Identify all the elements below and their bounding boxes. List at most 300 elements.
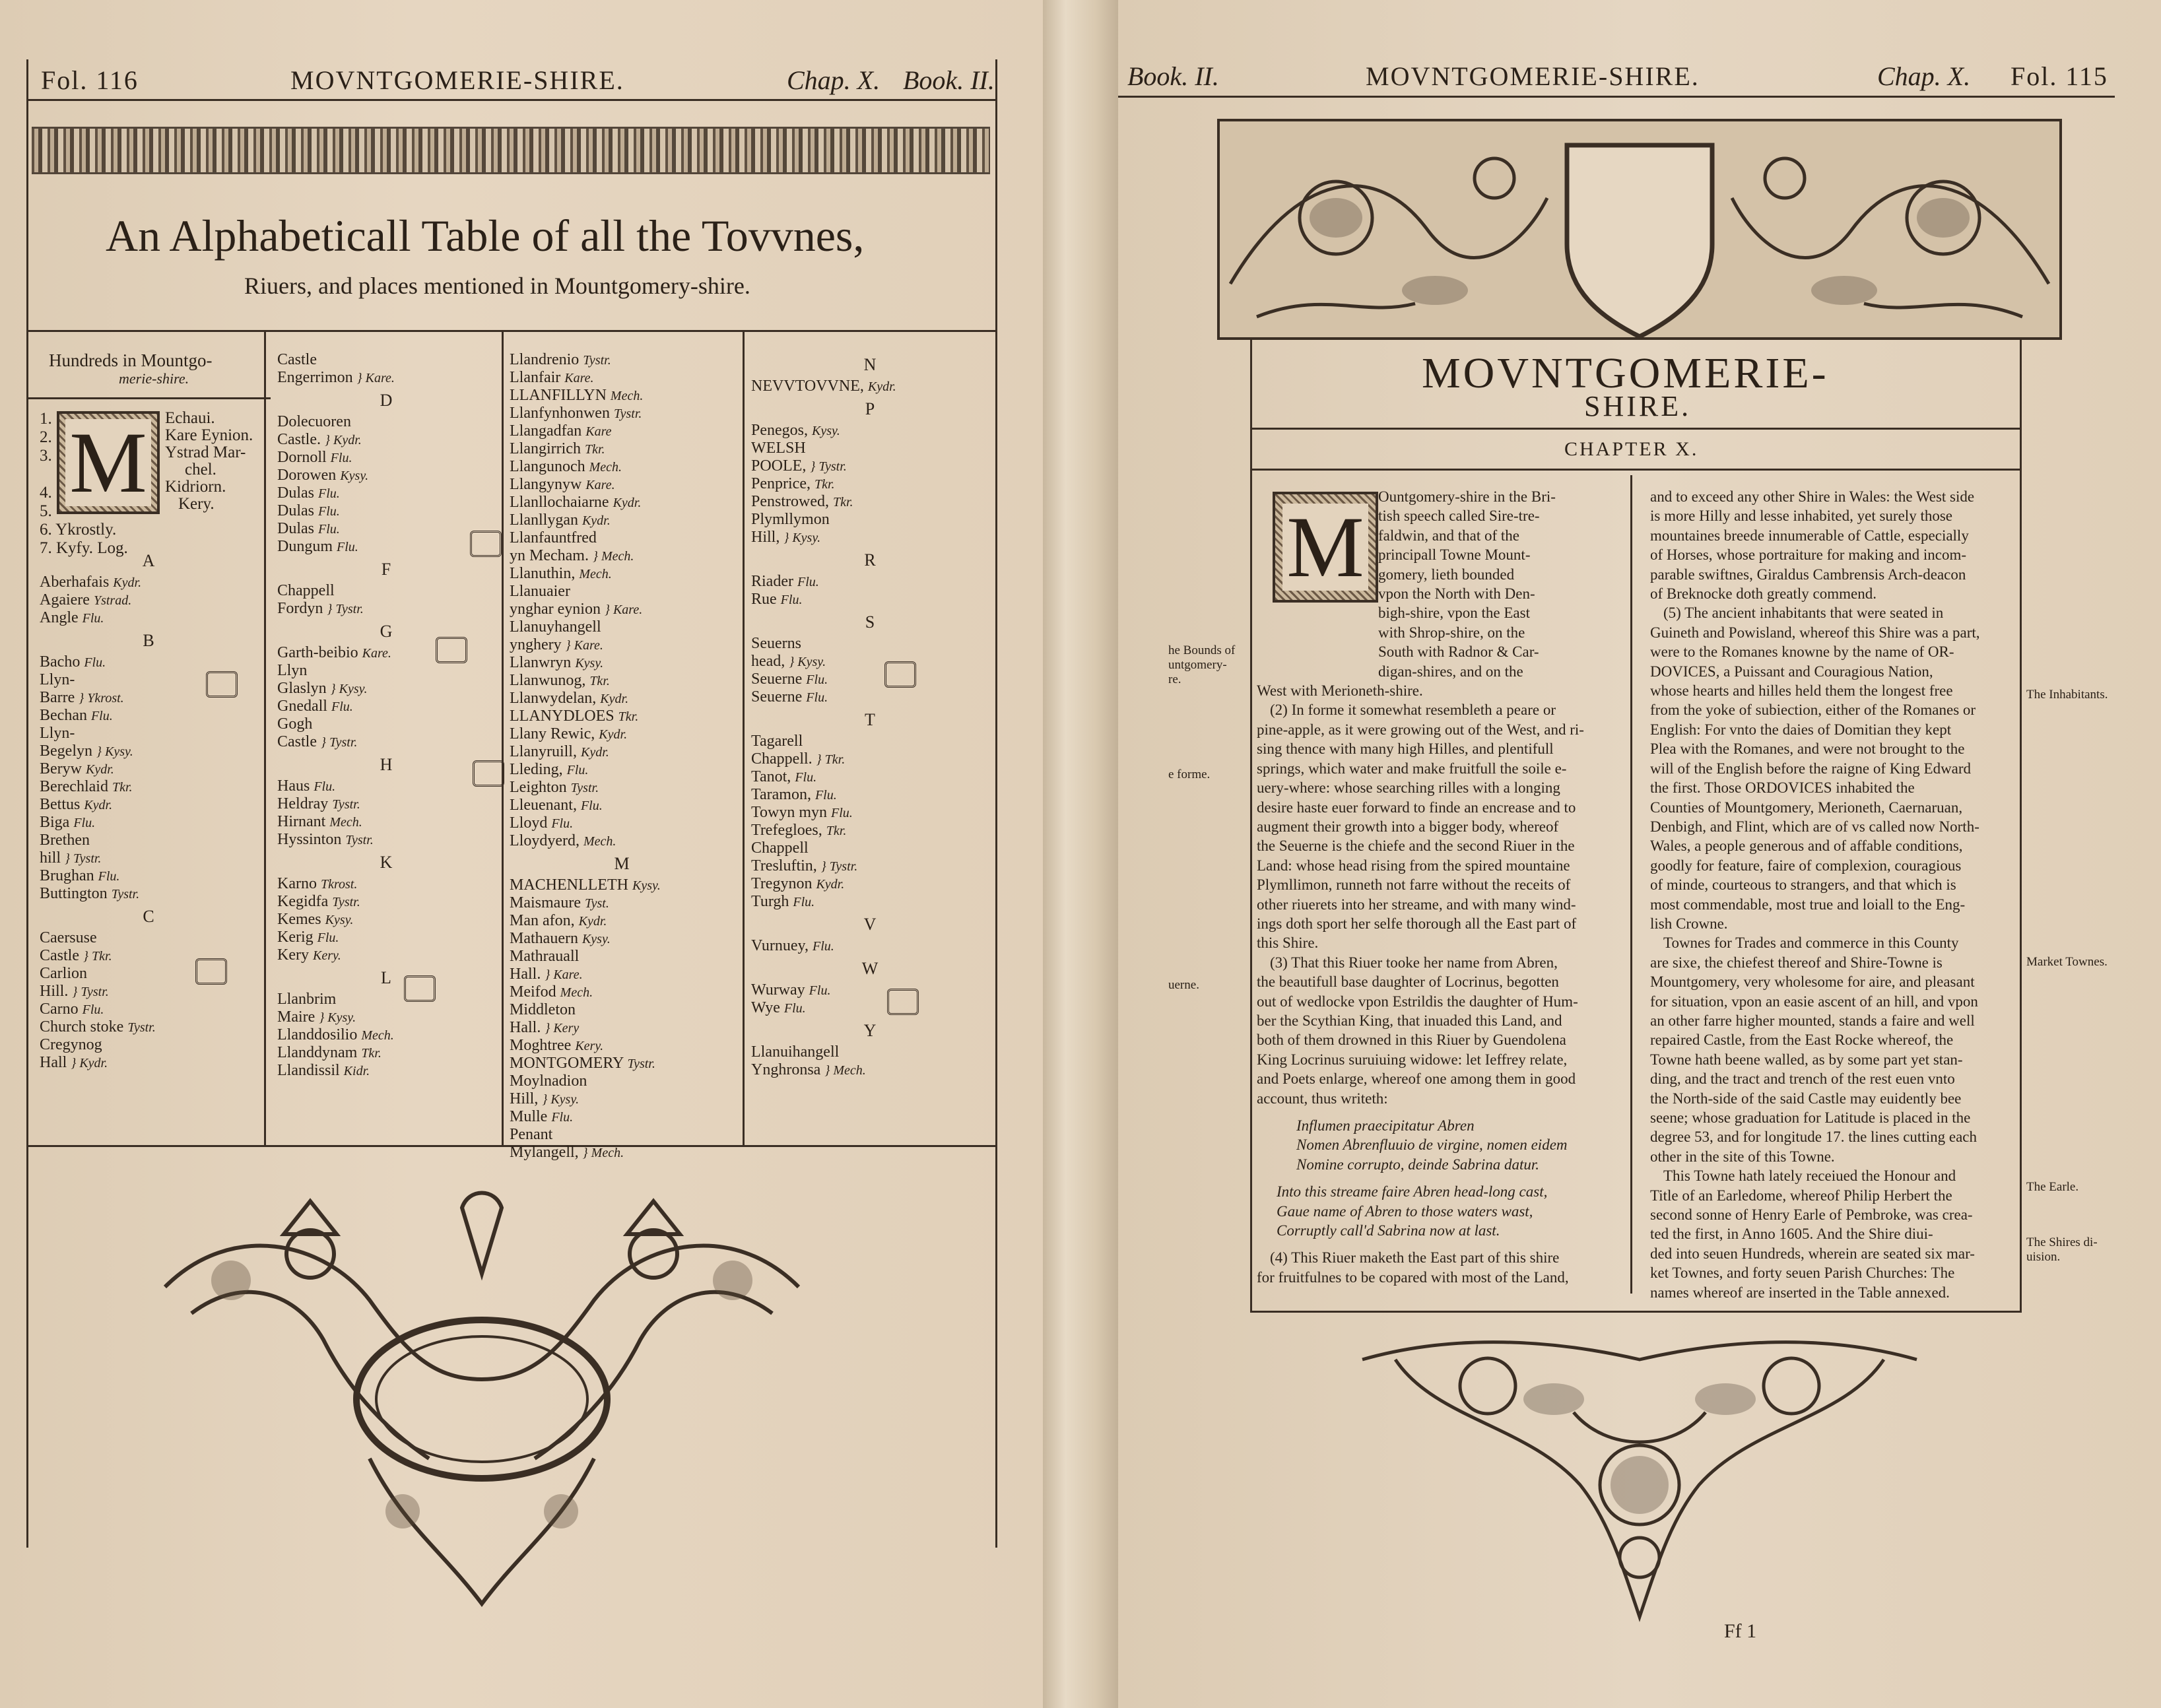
table-entry — [277, 431, 495, 449]
place-name: Lloyd — [510, 814, 548, 832]
place-name: Seuerne — [751, 688, 803, 706]
text-line: of Horses, whose portraiture for making and incom- — [1650, 546, 1967, 564]
place-name: Cregynog — [40, 1036, 102, 1053]
place-name: Lloydyerd, — [510, 832, 580, 849]
text-line: (2) In forme it somewhat resembleth a peare or — [1270, 702, 1556, 719]
text-line: tish speech called Sire-tre- — [1378, 508, 1540, 525]
place-name: Lleding, — [510, 761, 563, 778]
text-line: Corruptly call'd Sabrina now at last. — [1277, 1222, 1500, 1239]
hundred-tag: Tystr. — [570, 781, 599, 795]
margin-note-shires-diuision: The Shires di- uision. — [2026, 1235, 2098, 1264]
hundred-tag: Flu. — [331, 700, 353, 714]
place-name: WELSH — [751, 440, 806, 457]
place-name: Dolecuoren — [277, 413, 351, 430]
place-name: Rue — [751, 591, 777, 608]
text-line: mountaines breede innumerable of Cattle, especially — [1650, 527, 1969, 544]
place-name: ynghar eynion — [510, 601, 601, 618]
hundred-tag: } Kysy. — [542, 1092, 580, 1107]
drop-cap-ornament: M — [1273, 492, 1378, 603]
place-name: Llyn — [277, 662, 308, 679]
place-name: Tregynon — [751, 875, 813, 892]
table-entry — [751, 839, 989, 857]
text-line: other in the site of this Towne. — [1650, 1148, 1835, 1165]
table-column-3 — [510, 351, 734, 1162]
hundred-tag: Mech. — [329, 815, 362, 830]
place-name: Castle. — [277, 431, 321, 448]
text-line: for fruitfulnes to be copared with most of the Land, — [1257, 1268, 1569, 1286]
hundred-tag: Kydr. — [816, 877, 845, 892]
letter-heading: P — [865, 399, 875, 418]
hundreds-heading: Hundreds in Mountgo- — [49, 350, 213, 370]
text-line: Gaue name of Abren to those waters wast, — [1277, 1202, 1533, 1220]
text-line: Towne hath beene walled, as by some part yet stan- — [1650, 1051, 1963, 1068]
text-line: the first. Those ORDOVICES inhabited the — [1650, 779, 1915, 797]
place-name: Hill. — [40, 983, 69, 1000]
hundred-tag: } Tkr. — [83, 949, 112, 964]
table-entry — [510, 351, 734, 369]
table-entry — [751, 422, 989, 440]
place-name: Caersuse — [40, 929, 97, 946]
table-entry — [40, 1036, 257, 1054]
table-entry — [510, 422, 734, 440]
text-line: Into this streame faire Abren head-long cast, — [1277, 1183, 1548, 1200]
drop-cap-ornament: M — [57, 411, 160, 514]
hundred-tag: Kysy. — [325, 913, 354, 927]
hundred-tag: Flu. — [314, 779, 336, 794]
table-entries-column-3 — [510, 351, 734, 1162]
place-name: Wye — [751, 999, 780, 1016]
place-name: Turgh — [751, 893, 789, 910]
hundred-tag: Flu. — [806, 673, 828, 687]
hundred-tag: Flu. — [812, 939, 834, 954]
text-line: Wales, a people generous and of affable conditions, — [1650, 838, 1963, 855]
place-name: LLANFILLYN — [510, 387, 607, 404]
place-name: Meifod — [510, 983, 556, 1001]
table-entry — [751, 768, 989, 786]
table-entry — [40, 609, 257, 627]
table-entry — [277, 831, 495, 849]
hundred-tag: Tkr. — [814, 477, 835, 492]
text-line: names whereof are inserted in the Table annexed. — [1650, 1284, 1950, 1301]
hundred-tag: } Kysy. — [789, 655, 826, 669]
cartouche-ornament — [152, 1181, 812, 1617]
place-name: Castle — [277, 351, 317, 368]
table-entry — [40, 778, 257, 796]
table-entry — [751, 688, 989, 706]
place-name: Llanfauntfred — [510, 529, 597, 546]
table-entry — [510, 814, 734, 832]
place-name: Llanddynam — [277, 1044, 358, 1061]
table-entry — [510, 1055, 734, 1072]
hundred-tag: Kysy. — [575, 656, 604, 671]
place-name: Maismaure — [510, 894, 581, 911]
place-name: Dorowen — [277, 467, 337, 484]
text-line: digan-shires, and on the — [1378, 663, 1523, 680]
hundred-tag: Kery. — [575, 1039, 604, 1053]
place-name: Moghtree — [510, 1037, 572, 1054]
place-name: Bacho — [40, 653, 81, 671]
place-name: Glaslyn — [277, 680, 327, 697]
table-entry — [510, 1037, 734, 1055]
place-name: NEVVTOVVNE, — [751, 378, 864, 395]
table-entry — [510, 618, 734, 636]
text-line: were to the Romanes knowne by the name of OR- — [1650, 643, 1954, 661]
table-entry — [40, 725, 257, 742]
place-name: Mulle — [510, 1108, 548, 1125]
table-entry — [510, 894, 734, 912]
table-entry — [277, 813, 495, 831]
place-name: Lleuenant, — [510, 797, 577, 814]
place-name: yn Mecham. — [510, 547, 589, 564]
place-name: Penegos, — [751, 422, 808, 439]
hundred-tag: } Kysy. — [319, 1010, 356, 1025]
hundred-tag: Kydr. — [113, 575, 142, 590]
text-line: Guineth and Powisland, whereof this Shire was a part, — [1650, 624, 1980, 641]
hundred-tag: } Kare. — [545, 968, 583, 982]
place-name: Llanfynhonwen — [510, 405, 610, 422]
place-name: Taramon, — [751, 786, 811, 803]
place-name: Vurnuey, — [751, 937, 809, 954]
hundred-tag: } Ykrost. — [79, 691, 124, 706]
place-name: Aberhafais — [40, 574, 110, 591]
place-name: Wurway — [751, 981, 805, 999]
table-entry — [751, 440, 989, 457]
book-gutter — [1043, 0, 1118, 1708]
letter-heading: H — [380, 755, 393, 774]
place-name: Bettus — [40, 796, 81, 813]
place-name: Carno — [40, 1001, 79, 1018]
hundred-tag: } Kysy. — [96, 744, 133, 759]
text-line: Nomine corrupto, deinde Sabrina datur. — [1296, 1156, 1539, 1173]
table-entry — [510, 672, 734, 690]
hundred-tag: } Kery — [545, 1021, 580, 1035]
place-name: Dulas — [277, 520, 314, 537]
hundred-tag: Tkrost. — [320, 877, 358, 892]
hundred-tag: Kare — [585, 424, 612, 439]
hundred-tag: Kydr. — [85, 762, 114, 777]
table-entry — [510, 761, 734, 779]
table-entry — [277, 946, 495, 964]
hundred-tag: } Kysy. — [783, 531, 821, 545]
place-name: Llanuaier — [510, 583, 570, 600]
place-name: Seuerns — [751, 635, 801, 652]
hundred-tag: Tystr. — [345, 833, 374, 847]
text-line: seene; whose graduation for Latitude is placed in the — [1650, 1109, 1971, 1126]
table-entry — [40, 1018, 257, 1036]
place-name: LLANYDLOES — [510, 707, 615, 725]
hundred-tag: Flu. — [830, 806, 853, 820]
text-line: vpon the North with Den- — [1378, 585, 1535, 603]
text-line: Influmen praecipitatur Abren — [1296, 1117, 1475, 1134]
frame-right — [995, 59, 997, 1548]
table-entry — [277, 600, 495, 618]
table-entry — [277, 1062, 495, 1080]
hundred-tag: } Tystr. — [810, 459, 847, 474]
table-entry — [277, 538, 495, 556]
hundred-tag: Kysy. — [340, 469, 369, 483]
place-name: Tagarell — [751, 733, 803, 750]
hundred-tag: Kydr. — [867, 379, 896, 394]
table-entry — [751, 804, 989, 822]
table-entry — [510, 930, 734, 948]
signature-mark: Ff 1 — [1724, 1620, 1757, 1642]
place-name: Brethen — [40, 832, 90, 849]
place-name: Seuerne — [751, 671, 803, 688]
header-rule — [1118, 96, 2115, 98]
text-line: (3) That this Riuer tooke her name from Abren, — [1270, 954, 1558, 971]
place-name: Kerig — [277, 929, 314, 946]
table-entry — [40, 832, 257, 849]
text-line: this Shire. — [1257, 935, 1319, 952]
text-line: pine-apple, as it were growing out of the West, and ri- — [1257, 721, 1584, 738]
chapter-label: Chap. X. — [787, 65, 881, 95]
text-line: DOVICES, a Puissant and Couragious Nation, — [1650, 663, 1933, 680]
text-line: ted the first, in Anno 1605. And the Shire diui- — [1650, 1226, 1933, 1243]
text-line: of minde, courteous to strangers, and that which is — [1650, 876, 1956, 894]
place-name: Heldray — [277, 795, 329, 812]
hundred-tag: Flu. — [795, 770, 817, 785]
place-name: Tanot, — [751, 768, 791, 785]
table-entry — [510, 529, 734, 547]
printers-ornament — [206, 671, 238, 698]
place-name: Dulas — [277, 484, 314, 502]
hundred-tag: Kysy. — [582, 932, 611, 946]
text-column-divider — [1630, 475, 1632, 1294]
place-name: Llyn- — [40, 725, 75, 742]
place-name: Llanwryn — [510, 654, 572, 671]
text-line: goodly for feature, faire of complexion, couragious — [1650, 857, 1962, 874]
table-entry — [277, 520, 495, 538]
hundred-tag: Flu. — [337, 540, 358, 554]
table-entry — [277, 991, 495, 1008]
place-name: Dulas — [277, 502, 314, 519]
letter-heading: M — [614, 854, 630, 873]
letter-heading: K — [380, 853, 393, 872]
letter-heading: F — [381, 560, 391, 579]
place-name: Hall — [40, 1054, 67, 1071]
hundred-tag: Tystr. — [583, 353, 611, 368]
shire-title: MOVNTGOMERIE- — [1422, 349, 1829, 397]
table-entry — [510, 405, 734, 422]
hundred-tag: Flu. — [318, 504, 340, 519]
table-entry — [510, 983, 734, 1001]
table-entry — [751, 511, 989, 529]
place-name: Llyn- — [40, 671, 75, 688]
hundred-tag: Flu. — [330, 451, 352, 465]
table-entry — [277, 449, 495, 467]
place-name: Beryw — [40, 760, 82, 777]
hundred-tag: Tkr. — [589, 674, 610, 688]
table-entry — [510, 387, 734, 405]
text-line: Counties of Mountgomery, Merioneth, Caernaruan, — [1650, 799, 1963, 816]
hundred-tag: } Tystr. — [65, 851, 102, 866]
table-entry — [510, 1126, 734, 1144]
text-line: will of the English before the raigne of King Edward — [1650, 760, 1972, 777]
table-entry — [751, 893, 989, 911]
hundred-tag: Flu. — [809, 983, 831, 998]
place-name: Llanllochaiarne — [510, 494, 609, 511]
table-entry — [40, 929, 257, 947]
left-page — [0, 0, 1043, 1708]
hundred-tag: Tkr. — [361, 1046, 382, 1061]
table-entry — [277, 875, 495, 893]
text-line: Land: whose head rising from the spired mountaine — [1257, 857, 1570, 874]
place-name: Trefegloes, — [751, 822, 822, 839]
text-line: an other farre higher mounted, stands a faire and well — [1650, 1012, 1975, 1029]
header-rule — [26, 99, 997, 101]
text-line: repaired Castle, from the East Rocke whereof, the — [1650, 1032, 1954, 1049]
hundred-tag: } Mech. — [582, 1146, 624, 1160]
table-entry — [751, 671, 989, 688]
place-name: Llanwunog, — [510, 672, 586, 689]
table-entry — [277, 484, 495, 502]
hundred-tag: Flu. — [580, 799, 603, 813]
text-line: ded into seuen Hundreds, wherein are seated six mar- — [1650, 1245, 1975, 1262]
place-name: Mylangell, — [510, 1144, 579, 1161]
hundred-tag: Ystrad. — [93, 593, 132, 608]
hundred-tag: Kydr. — [582, 513, 611, 528]
right-page — [1118, 0, 2161, 1708]
frame-left — [26, 59, 28, 1548]
folio-number: Fol. 116 — [41, 65, 139, 95]
place-name: Hall. — [510, 1019, 541, 1036]
place-name: MACHENLLETH — [510, 876, 628, 894]
hundred-tag: Tyst. — [584, 896, 609, 911]
text-line: with Shrop-shire, on the — [1378, 624, 1525, 641]
place-name: Maire — [277, 1008, 316, 1026]
table-entry — [510, 1144, 734, 1162]
table-entry — [277, 582, 495, 600]
place-name: Llanwydelan, — [510, 690, 597, 707]
table-entry — [751, 635, 989, 653]
table-entry — [510, 440, 734, 458]
book-label: Book. II. — [1127, 61, 1219, 91]
table-entry — [40, 574, 257, 591]
table-entry — [510, 948, 734, 966]
hundreds-names: Echaui. Kare Eynion. Ystrad Mar- chel. Kidriorn. Kery. — [165, 409, 253, 513]
text-line: the Seuerne is the chiefe and the second Riuer in the — [1257, 838, 1575, 855]
chapter-label: Chap. X. — [1877, 61, 1971, 91]
text-line: (5) The ancient inhabitants that were seated in — [1663, 605, 1944, 622]
text-line: from the yoke of subiection, either of the Romanes or — [1650, 702, 1976, 719]
table-entry — [510, 583, 734, 601]
place-name: Tresluftin, — [751, 857, 817, 874]
table-entry — [277, 715, 495, 733]
table-entry — [510, 1019, 734, 1037]
place-name: Llanyruill, — [510, 743, 577, 760]
frame-left — [1250, 340, 1252, 1313]
table-entry — [277, 662, 495, 680]
hundred-tag: Kydr. — [84, 798, 113, 812]
table-entry — [510, 966, 734, 983]
table-entry — [751, 733, 989, 750]
table-subtitle: Riuers, and places mentioned in Mountgomery-shire. — [244, 273, 750, 299]
hundred-tag: Kydr. — [600, 692, 629, 706]
hundred-tag: Kidr. — [343, 1064, 370, 1078]
place-name: Llangynyw — [510, 476, 582, 493]
hundred-tag: Flu. — [551, 1110, 574, 1125]
table-entry — [40, 742, 257, 760]
chapter-heading: CHAPTER X. — [1564, 438, 1699, 460]
hundred-tag: Flu. — [73, 816, 96, 830]
margin-note-bounds: he Bounds of untgomery- re. — [1168, 643, 1236, 686]
text-line: other riuerets into her streame, and with many wind- — [1257, 896, 1576, 913]
place-name: Haus — [277, 777, 310, 795]
place-name: hill — [40, 849, 61, 867]
place-name: Ynghronsa — [751, 1061, 821, 1078]
place-name: Berechlaid — [40, 778, 108, 795]
hundred-tag: Tystr. — [613, 407, 642, 421]
book-label: Book. II. — [903, 65, 995, 95]
place-name: Fordyn — [277, 600, 323, 617]
hundred-tag: Tkr. — [832, 495, 853, 509]
hundred-tag: Kare. — [564, 371, 594, 385]
table-entry — [751, 937, 989, 955]
shire-title-line-2: SHIRE. — [1584, 390, 1692, 422]
hundred-tag: Mech. — [583, 834, 616, 849]
table-entry — [751, 750, 989, 768]
text-line: springs, which water and make fruitfull the soile e- — [1257, 760, 1567, 777]
text-line: parable swiftnes, Giraldus Cambrensis Arch-deacon — [1650, 566, 1966, 583]
text-line: ding, and the tract and trench of the rest euen vnto — [1650, 1070, 1955, 1088]
table-entry — [751, 822, 989, 839]
hundred-tag: Mech. — [589, 460, 622, 475]
place-name: Church stoke — [40, 1018, 124, 1035]
text-line: sing thence with many high Hilles, and plentifull — [1257, 740, 1554, 758]
place-name: ynghery — [510, 636, 562, 653]
table-entry — [277, 929, 495, 946]
place-name: MONTGOMERY — [510, 1055, 624, 1072]
hundred-tag: Flu. — [806, 690, 828, 705]
hundred-tag: Flu. — [566, 763, 589, 777]
table-entry — [510, 511, 734, 529]
table-entry — [40, 591, 257, 609]
title-rule — [1252, 428, 2020, 430]
place-name: POOLE, — [751, 457, 807, 475]
place-name: Llanbrim — [277, 991, 337, 1008]
text-line: Title of an Earledome, whereof Philip Herbert the — [1650, 1187, 1952, 1204]
hundred-tag: Flu. — [793, 895, 815, 909]
place-name: Castle — [277, 733, 317, 750]
table-entry — [510, 707, 734, 725]
tailpiece-ornament — [1356, 1320, 1923, 1624]
margin-note-seuerne: uerne. — [1168, 978, 1199, 992]
table-entry — [277, 777, 495, 795]
hundred-tag: Flu. — [318, 486, 340, 501]
table-entry — [751, 591, 989, 608]
place-name: Llany Rewic, — [510, 725, 595, 742]
text-line: Mountgomery, very wholesome for aire, and pleasant — [1650, 973, 1975, 991]
text-line: Plea with the Romanes, and were not brought to the — [1650, 740, 1965, 758]
place-name: Llanllygan — [510, 511, 578, 529]
table-entry — [510, 912, 734, 930]
hundred-tag: } Mech. — [592, 549, 634, 564]
place-name: Gogh — [277, 715, 313, 733]
text-line: the beautifull base daughter of Locrinus, begotten — [1257, 973, 1559, 991]
table-entry — [510, 1072, 734, 1090]
place-name: Kery — [277, 946, 309, 964]
place-name: head, — [751, 653, 785, 670]
table-entry — [751, 493, 989, 511]
hundred-tag: Tkr. — [584, 442, 605, 457]
place-name: Penant — [510, 1126, 553, 1143]
table-entry — [277, 911, 495, 929]
place-name: Man afon, — [510, 912, 575, 929]
table-entry — [277, 893, 495, 911]
table-entry — [510, 832, 734, 850]
table-entry — [277, 351, 495, 369]
hundred-tag: Tkr. — [618, 709, 639, 724]
